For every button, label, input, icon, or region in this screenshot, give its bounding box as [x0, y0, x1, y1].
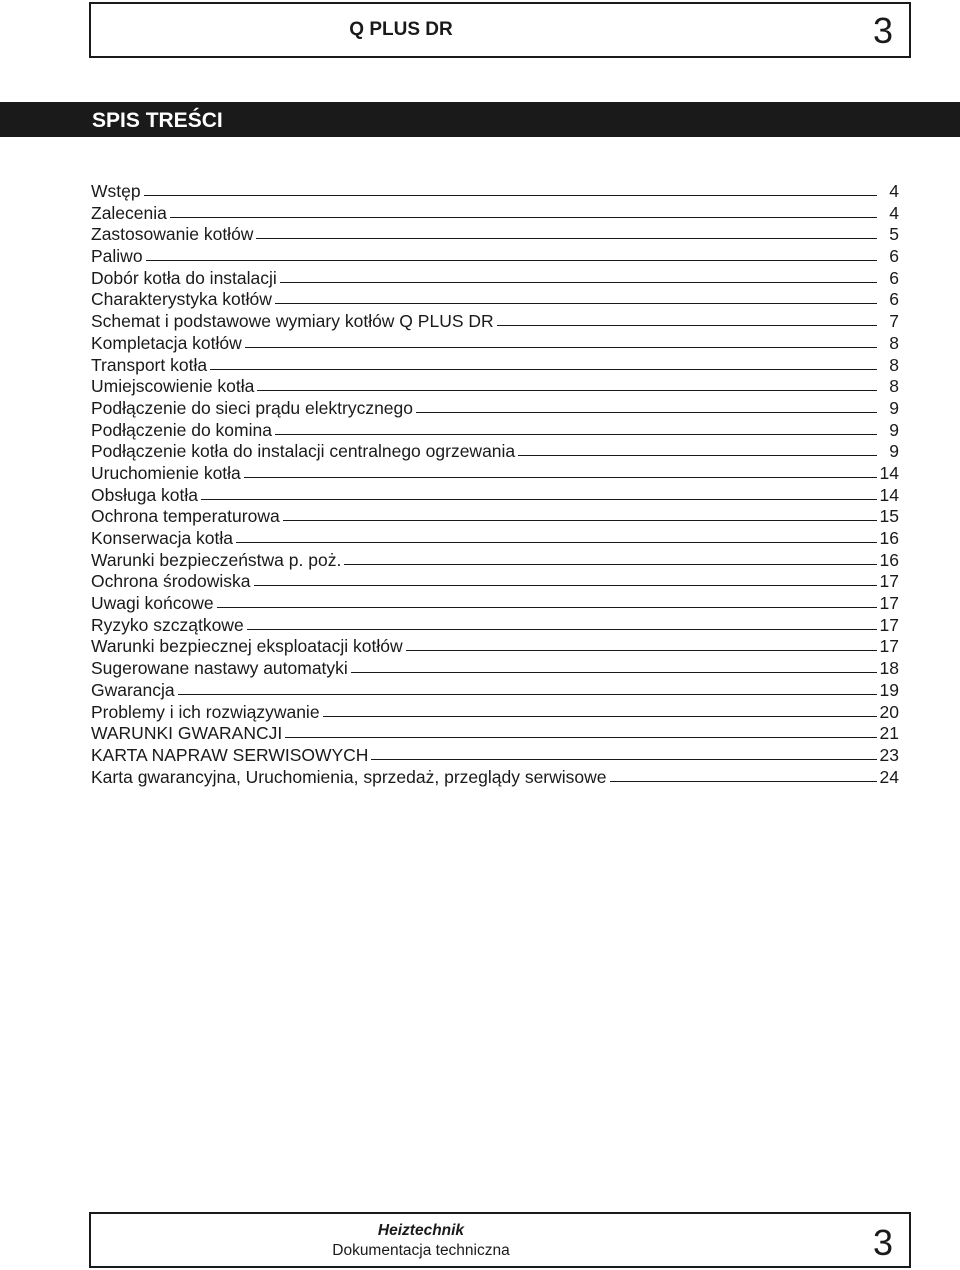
toc-entry-title: Warunki bezpieczeństwa p. poż. — [91, 549, 342, 570]
table-of-contents — [91, 181, 899, 788]
toc-entry — [91, 203, 899, 225]
toc-entry-title: Ochrona temperaturowa — [91, 506, 280, 527]
toc-entry — [91, 571, 899, 593]
toc-leader-line — [275, 303, 877, 304]
toc-entry — [91, 767, 899, 789]
toc-leader-line — [518, 455, 877, 456]
toc-entry-title: Gwarancja — [91, 679, 175, 700]
toc-entry-title: Ryzyko szczątkowe — [91, 614, 244, 635]
toc-entry-page: 14 — [879, 462, 899, 483]
footer-document-type: Dokumentacja techniczna — [332, 1242, 510, 1259]
toc-entry — [91, 550, 899, 572]
toc-entry — [91, 355, 899, 377]
toc-entry-page: 18 — [879, 658, 899, 679]
toc-entry-title: Sugerowane nastawy automatyki — [91, 658, 348, 679]
toc-entry-title: Uruchomienie kotła — [91, 462, 241, 483]
toc-entry — [91, 376, 899, 398]
toc-leader-line — [170, 217, 877, 218]
toc-entry-title: Zastosowanie kotłów — [91, 224, 254, 245]
toc-entry-page: 17 — [879, 636, 899, 657]
toc-leader-line — [146, 260, 877, 261]
toc-entry-page: 15 — [879, 506, 899, 527]
toc-entry-title: Zalecenia — [91, 202, 167, 223]
toc-leader-line — [245, 347, 877, 348]
toc-entry-page: 6 — [889, 289, 899, 310]
toc-entry-title: Obsługa kotła — [91, 484, 199, 505]
toc-entry — [91, 485, 899, 507]
toc-entry-page: 19 — [879, 679, 899, 700]
toc-leader-line — [351, 672, 877, 673]
page-footer — [89, 1212, 911, 1268]
toc-entry-title: KARTA NAPRAW SERWISOWYCH — [91, 744, 369, 765]
toc-entry — [91, 506, 899, 528]
toc-entry — [91, 420, 899, 442]
toc-entry-page: 23 — [879, 744, 899, 765]
toc-leader-line — [416, 412, 877, 413]
footer-brand: Heiztechnik — [377, 1222, 465, 1239]
toc-entry — [91, 723, 899, 745]
toc-leader-line — [210, 369, 877, 370]
toc-entry-title: Podłączenie kotła do instalacji centralnego ogrzewania — [91, 441, 516, 462]
toc-leader-line — [323, 716, 877, 717]
toc-leader-line — [275, 434, 877, 435]
toc-entry-page: 8 — [889, 376, 899, 397]
toc-entry-page: 17 — [879, 593, 899, 614]
toc-leader-line — [497, 325, 877, 326]
toc-entry-page: 20 — [879, 701, 899, 722]
toc-entry — [91, 528, 899, 550]
toc-entry-title: Dobór kotła do instalacji — [91, 267, 277, 288]
toc-entry — [91, 463, 899, 485]
toc-leader-line — [178, 694, 877, 695]
section-heading-bar — [0, 102, 960, 137]
toc-entry-page: 5 — [889, 224, 899, 245]
toc-entry — [91, 311, 899, 333]
toc-entry — [91, 181, 899, 203]
toc-entry-title: Ochrona środowiska — [91, 571, 251, 592]
toc-entry-page: 6 — [889, 246, 899, 267]
toc-entry-page: 9 — [889, 397, 899, 418]
toc-entry-page: 4 — [889, 202, 899, 223]
toc-entry-title: Transport kotła — [91, 354, 208, 375]
toc-entry-title: Kompletacja kotłów — [91, 332, 242, 353]
toc-entry-page: 17 — [879, 571, 899, 592]
document-title: Q PLUS DR — [349, 19, 453, 40]
toc-entry-title: Warunki bezpiecznej eksploatacji kotłów — [91, 636, 403, 657]
toc-entry-title: Podłączenie do komina — [91, 419, 272, 440]
toc-entry — [91, 702, 899, 724]
toc-leader-line — [280, 282, 877, 283]
toc-entry — [91, 636, 899, 658]
toc-entry-title: Podłączenie do sieci prądu elektrycznego — [91, 397, 413, 418]
toc-entry — [91, 246, 899, 268]
toc-entry — [91, 268, 899, 290]
toc-entry-title: Uwagi końcowe — [91, 593, 214, 614]
toc-entry-title: Paliwo — [91, 246, 143, 267]
page-header — [89, 2, 911, 58]
toc-entry — [91, 615, 899, 637]
toc-entry-page: 8 — [889, 332, 899, 353]
toc-leader-line — [144, 195, 877, 196]
toc-entry-page: 8 — [889, 354, 899, 375]
toc-leader-line — [201, 499, 877, 500]
toc-entry — [91, 224, 899, 246]
toc-entry — [91, 745, 899, 767]
toc-leader-line — [217, 607, 877, 608]
toc-entry-page: 16 — [879, 528, 899, 548]
toc-leader-line — [257, 390, 877, 391]
toc-entry-title: Umiejscowienie kotła — [91, 376, 255, 397]
toc-entry-page: 24 — [879, 766, 899, 787]
toc-entry-page: 21 — [879, 723, 899, 744]
toc-leader-line — [610, 781, 877, 782]
toc-entry-title: Charakterystyka kotłów — [91, 289, 272, 310]
toc-entry — [91, 593, 899, 615]
footer-page-number: 3 — [872, 1222, 893, 1263]
toc-entry — [91, 333, 899, 355]
toc-leader-line — [254, 585, 877, 586]
toc-entry-title: Konserwacja kotła — [91, 528, 234, 548]
toc-leader-line — [285, 737, 877, 738]
toc-leader-line — [344, 564, 877, 565]
toc-leader-line — [236, 542, 877, 543]
toc-entry-page: 9 — [889, 441, 899, 462]
toc-entry — [91, 658, 899, 680]
toc-leader-line — [247, 629, 877, 630]
toc-entry-page: 6 — [889, 267, 899, 288]
toc-leader-line — [371, 759, 877, 760]
toc-entry — [91, 398, 899, 420]
toc-entry-title: WARUNKI GWARANCJI — [91, 723, 283, 744]
toc-entry-page: 4 — [889, 181, 899, 201]
toc-entry-title: Schemat i podstawowe wymiary kotłów Q PLUS DR — [91, 311, 494, 332]
header-page-number: 3 — [872, 10, 893, 51]
toc-entry-title: Problemy i ich rozwiązywanie — [91, 701, 320, 722]
toc-entry — [91, 441, 899, 463]
toc-entry-title: Wstęp — [91, 181, 141, 201]
toc-entry-page: 14 — [879, 484, 899, 505]
toc-entry-title: Karta gwarancyjna, Uruchomienia, sprzedaż, przeglądy serwisowe — [91, 766, 607, 787]
toc-entry-page: 7 — [889, 311, 899, 332]
toc-leader-line — [406, 650, 877, 651]
toc-entry-page: 16 — [879, 549, 899, 570]
section-title: SPIS TREŚCI — [92, 109, 223, 132]
toc-entry-page: 9 — [889, 419, 899, 440]
toc-leader-line — [283, 520, 877, 521]
toc-entry-page: 17 — [879, 614, 899, 635]
toc-leader-line — [256, 238, 877, 239]
toc-leader-line — [244, 477, 877, 478]
toc-entry — [91, 289, 899, 311]
toc-entry — [91, 680, 899, 702]
